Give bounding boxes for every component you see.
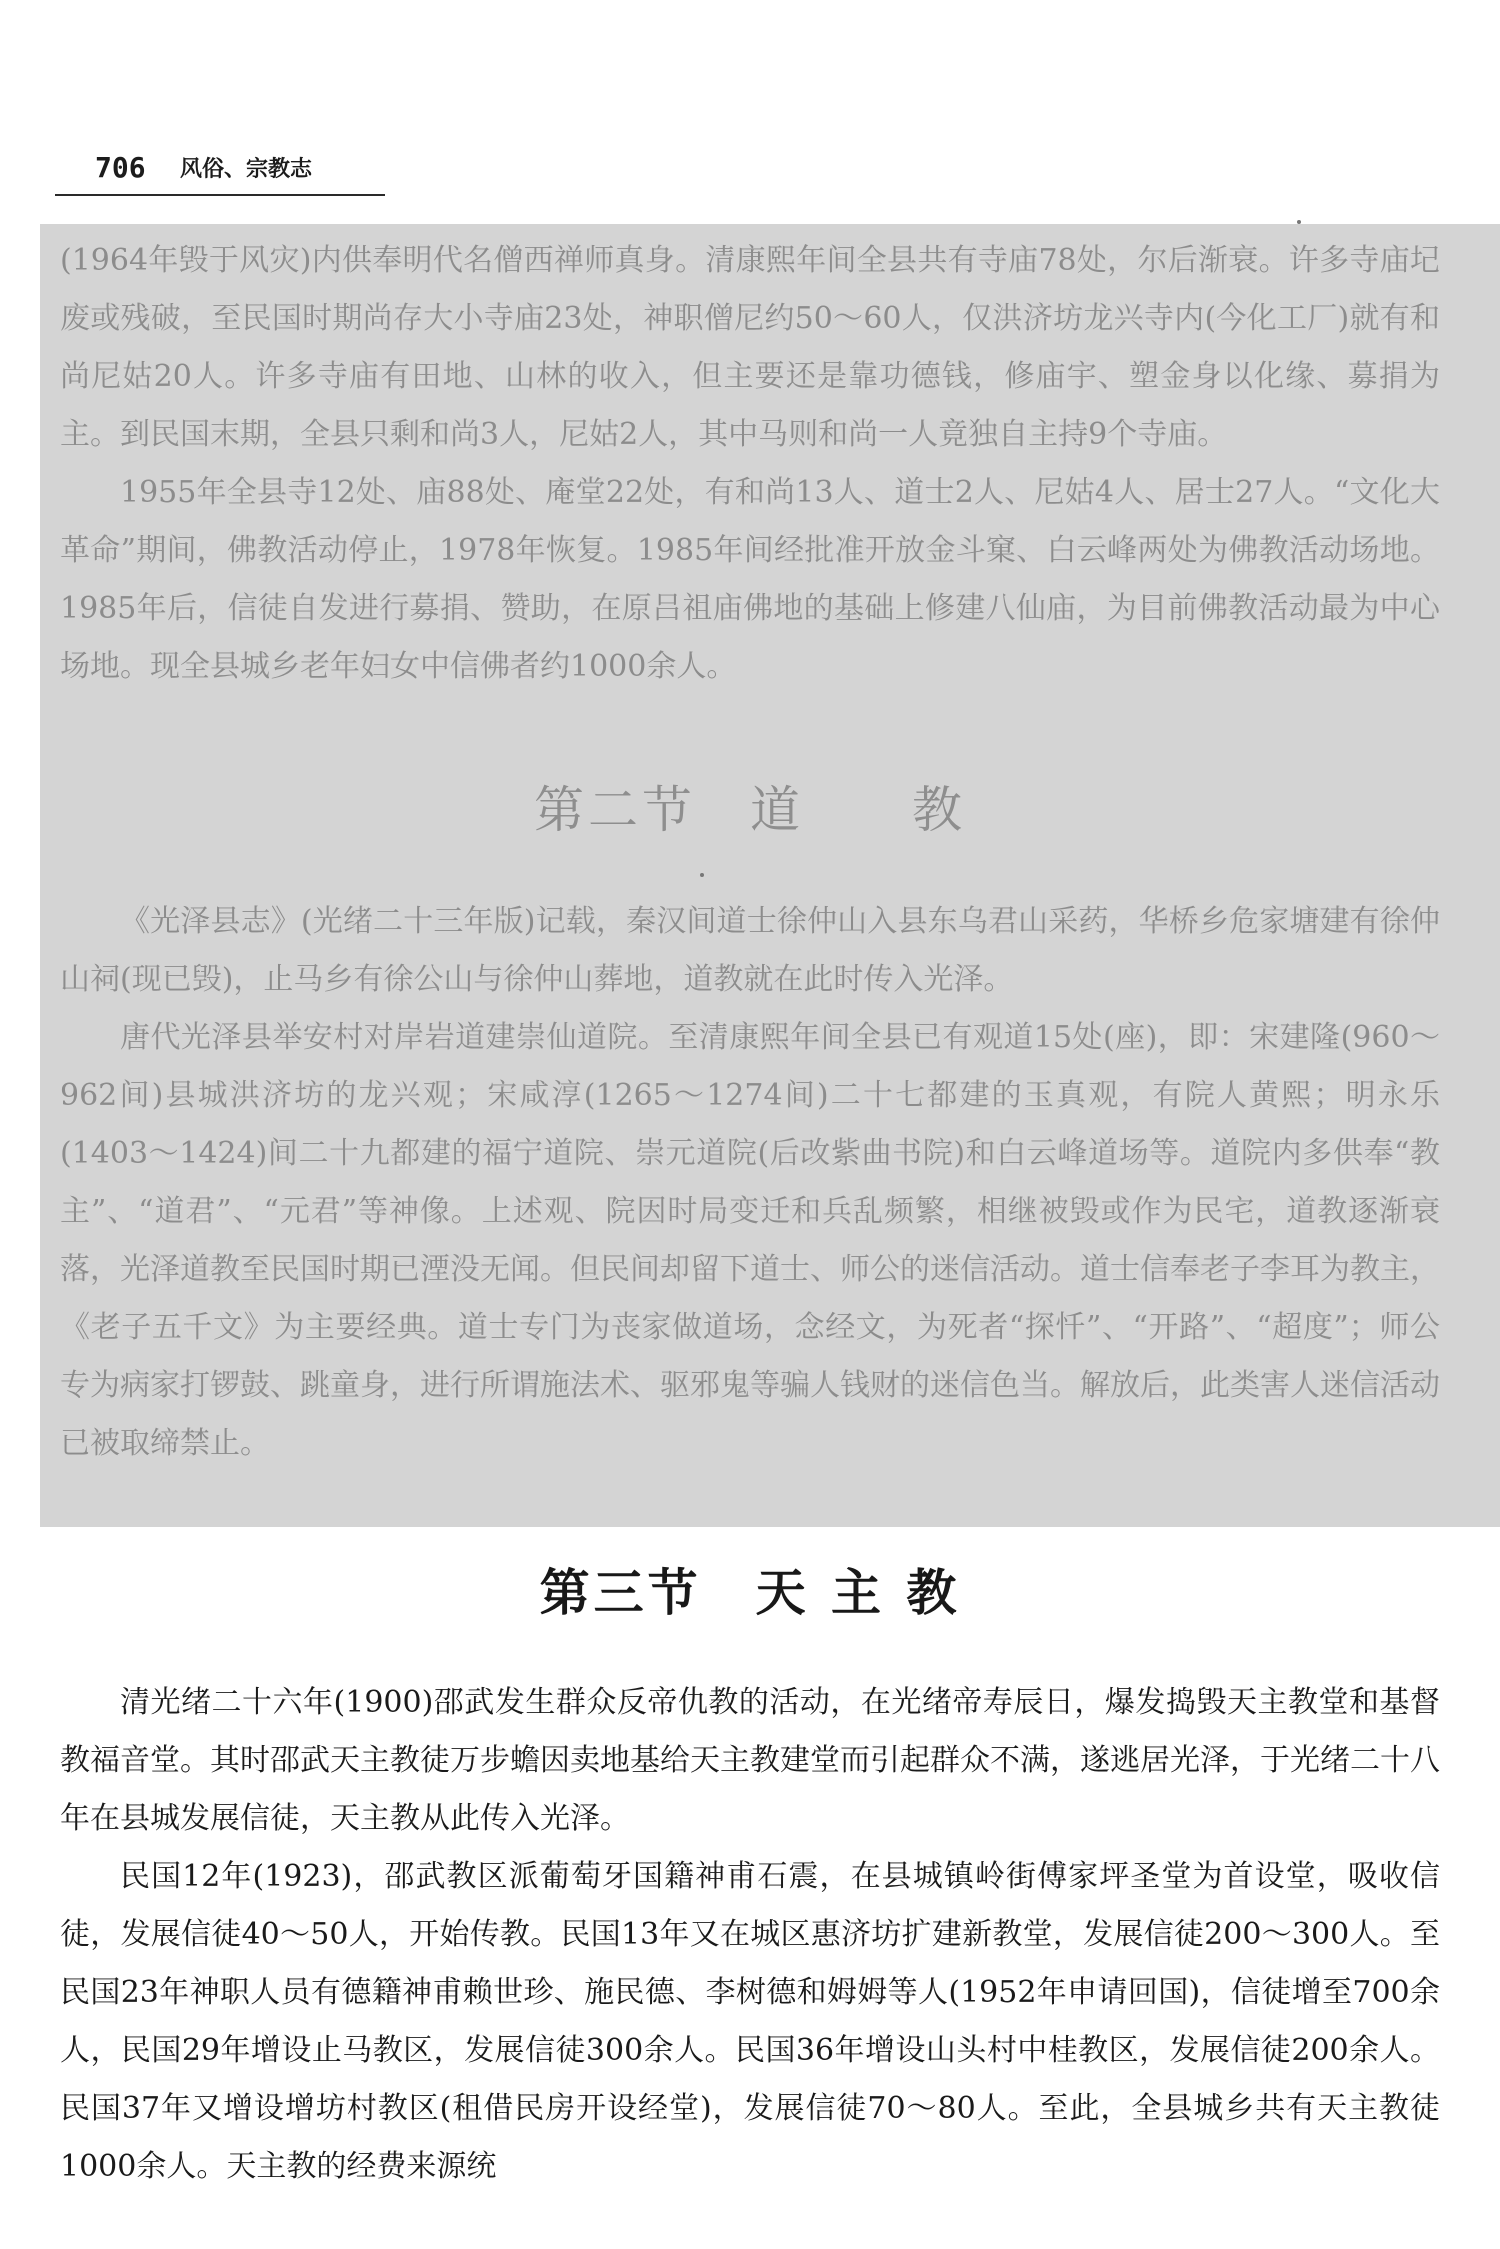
catholicism-text xyxy=(60,1674,1440,2196)
paragraph: (1964年毁于风灾)内供奉明代名僧西禅师真身。清康熙年间全县共有寺庙78处，尔后渐衰。许多寺庙圮废或残破，至民国时期尚存大小寺庙23处，神职僧尼约50～60人，仅洪济坊龙兴寺内(今化工厂)就有和尚尼姑20人。许多寺庙有田地、山林的收入，但主要还是靠功德钱，修庙宇、塑金身以化缘、募捐为主。到民国末期，全县只剩和尚3人，尼姑2人，其中马则和尚一人竟独自主持9个寺庙。 xyxy=(60,243,1440,452)
taoism-text xyxy=(60,893,1440,1473)
section-heading-catholicism: 第三节 天 主 教 xyxy=(539,1563,961,1622)
page-number: 706 xyxy=(95,151,146,184)
scan-speck xyxy=(700,873,704,877)
section-heading-taoism: 第二节 道 教 xyxy=(534,781,966,839)
paragraph: 唐代光泽县举安村对岸岩道建崇仙道院。至清康熙年间全县已有观道15处(座)，即：宋建隆(960～962间)县城洪济坊的龙兴观；宋咸淳(1265～1274间)二十七都建的玉真观，有院人黄熙；明永乐(1403～1424)间二十九都建的福宁道院、崇元道院(后改紫曲书院)和白云峰道场等。道院内多供奉“教主”、“道君”、“元君”等神像。上述观、院因时局变迁和兵乱频繁，相继被毁或作为民宅，道教逐渐衰落，光泽道教至民国时期已湮没无闻。但民间却留下道士、师公的迷信活动。道士信奉老子李耳为教主，《老子五千文》为主要经典。道士专门为丧家做道场，念经文，为死者“探忏”、“开路”、“超度”；师公专为病家打锣鼓、跳童身，进行所谓施法术、驱邪鬼等骗人钱财的迷信色当。解放后，此类害人迷信活动已被取缔禁止。 xyxy=(60,1020,1440,1461)
page-header xyxy=(55,150,385,196)
paragraph: 1955年全县寺12处、庙88处、庵堂22处，有和尚13人、道士2人、尼姑4人、居士27人。“文化大革命”期间，佛教活动停止，1978年恢复。1985年间经批准开放金斗窠、白云峰两处为佛教活动场地。1985年后，信徒自发进行募捐、赞助，在原吕祖庙佛地的基础上修建八仙庙，为目前佛教活动最为中心场地。现全县城乡老年妇女中信佛者约1000余人。 xyxy=(60,475,1440,684)
buddhism-continued-text xyxy=(60,232,1440,696)
paragraph: 《光泽县志》(光绪二十三年版)记载，秦汉间道士徐仲山入县东乌君山采药，华桥乡危家塘建有徐仲山祠(现已毁)，止马乡有徐公山与徐仲山葬地，道教就在此时传入光泽。 xyxy=(60,904,1440,997)
running-header-title: 风俗、宗教志 xyxy=(180,157,313,182)
scan-speck xyxy=(1297,220,1301,224)
paragraph: 民国12年(1923)，邵武教区派葡萄牙国籍神甫石震，在县城镇岭街傅家坪圣堂为首设堂，吸收信徒，发展信徒40～50人，开始传教。民国13年又在城区惠济坊扩建新教堂，发展信徒200～300人。至民国23年神职人员有德籍神甫赖世珍、施民德、李树德和姆姆等人(1952年申请回国)，信徒增至700余人，民国29年增设止马教区，发展信徒300余人。民国36年增设山头村中桂教区，发展信徒200余人。民国37年又增设增坊村教区(租借民房开设经堂)，发展信徒70～80人。至此，全县城乡共有天主教徒1000余人。天主教的经费来源统 xyxy=(60,1859,1440,2184)
paragraph: 清光绪二十六年(1900)邵武发生群众反帝仇教的活动，在光绪帝寿辰日，爆发捣毁天主教堂和基督教福音堂。其时邵武天主教徒万步蟾因卖地基给天主教建堂而引起群众不满，遂逃居光泽，于光绪二十八年在县城发展信徒，天主教从此传入光泽。 xyxy=(60,1685,1440,1836)
